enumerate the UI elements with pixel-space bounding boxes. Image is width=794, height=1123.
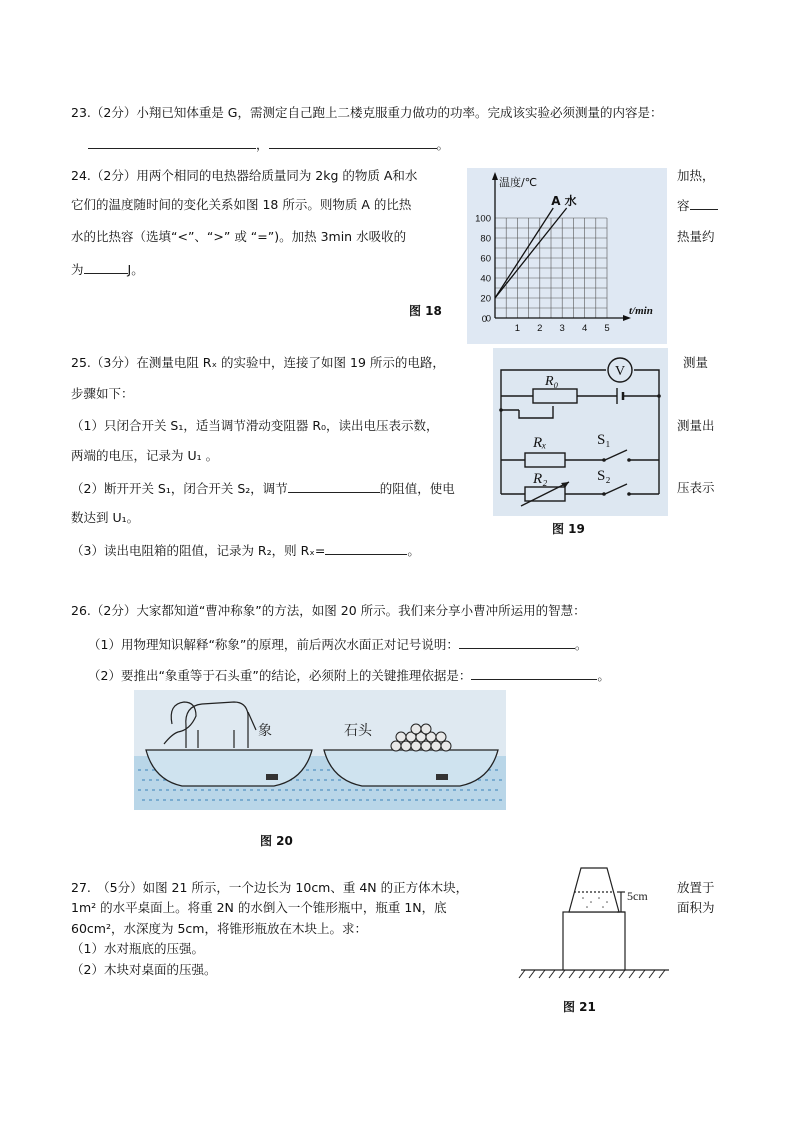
series-label: A (551, 194, 561, 208)
q26-blank-2[interactable] (471, 667, 597, 680)
q24-stem-line-1: 24.（2分）用两个相同的电热器给质量同为 2kg 的物质 A和水 (71, 168, 418, 183)
s1-pivot (602, 458, 606, 462)
r2-label: R₂ (533, 471, 548, 487)
q27-stem-line-2: 1m² 的水平桌面上。将重 2N 的水倒入一个锥形瓶中，瓶重 1N，底 (71, 900, 447, 915)
voltmeter-label: V (614, 364, 626, 379)
boat-right (324, 750, 498, 786)
q25-step-2: （2）断开开关 S₁，闭合开关 S₂，调节 的阻值，使电 (71, 481, 455, 496)
x-tick-label: 1 (514, 323, 521, 334)
s1-label: S₁ (597, 432, 611, 448)
q24-blank-compare[interactable] (690, 197, 718, 210)
q23-blank-1[interactable] (88, 136, 256, 149)
origin-label: 0 (481, 314, 487, 325)
q24-stem-line-3-tail: 热量约 (677, 229, 715, 244)
q25-step-1-cont: 两端的电压，记录为 U₁ 。 (71, 448, 219, 463)
q23-stem: 23.（2分）小翔已知体重是 G，需测定自己跑上二楼克服重力做功的功率。完成该实验必须测量的内容是： (71, 105, 663, 120)
y-tick-label: 0 (485, 313, 491, 325)
q25-blank-rx[interactable] (325, 542, 407, 555)
table-hatching (519, 970, 665, 978)
q25-step-1-tail: 测量出 (677, 418, 715, 433)
x-tick-label: 4 (581, 323, 588, 334)
q23-period: 。 (436, 137, 450, 152)
s2-pivot (602, 492, 606, 496)
q23-blank-2[interactable] (269, 136, 437, 149)
q27-stem-line-1: 27. （5分）如图 21 所示，一个边长为 10cm、重 4N 的正方体木块， (71, 880, 469, 895)
y-tick-label: 100 (475, 213, 491, 225)
s1-contact (627, 458, 631, 462)
q25-step-2-tail: 压表示 (677, 480, 715, 495)
q27-stem-line-2-tail: 面积为 (677, 900, 715, 915)
y-tick-label: 40 (480, 273, 491, 285)
q26-blank-1[interactable] (459, 636, 575, 649)
q24-stem-line-2-tail: 容 (677, 197, 718, 214)
series-label: 水 (564, 194, 577, 208)
q25-step-2-cont: 数达到 U₁。 (71, 510, 140, 525)
q25-blank-adjust[interactable] (288, 480, 380, 493)
q24-stem-line-3: 水的比热容（选填“<”、“>” 或 “=”)。加热 3min 水吸收的 (71, 229, 407, 244)
water-mark-left (266, 774, 278, 780)
figure-19-circuit-diagram (493, 348, 668, 516)
q24-stem-line-2: 它们的温度随时间的变化关系如图 18 所示。则物质 A 的比热 (71, 197, 412, 212)
x-tick-label: 3 (559, 323, 565, 334)
junction-left (499, 408, 503, 412)
stone-label: 石头 (344, 723, 372, 739)
s2-label: S₂ (597, 468, 611, 484)
q24-stem-line-4: 为 J。 (71, 262, 144, 277)
figure-18-temperature-chart (467, 168, 667, 344)
boat-left (146, 750, 312, 786)
figure-21-block-and-flask (515, 862, 675, 982)
y-tick-label: 60 (480, 253, 491, 265)
q26-stem: 26.（2分）大家都知道“曹冲称象”的方法，如图 20 所示。我们来分享小曹冲所运用的智慧： (71, 603, 586, 618)
wood-block (563, 912, 625, 970)
x-tick-label: 5 (604, 323, 610, 334)
q25-step-3: （3）读出电阻箱的阻值，记录为 R₂，则 Rₓ= 。 (71, 543, 420, 558)
q25-stem-line-2: 步骤如下： (71, 386, 134, 401)
q23-answer-line (88, 136, 449, 153)
x-tick-label: 2 (537, 323, 543, 334)
q27-stem-line-3: 60cm²，水深度为 5cm，将锥形瓶放在木块上。求： (71, 921, 367, 936)
rx-label: Rₓ (533, 435, 547, 451)
q27-stem-line-1-tail: 放置于 (677, 880, 715, 895)
depth-label: 5cm (627, 889, 648, 903)
figure-18-caption: 图 18 (409, 304, 442, 318)
q25-stem-line-1-tail: 测量 (683, 355, 709, 370)
y-tick-label: 20 (480, 293, 491, 305)
figure-21-caption: 图 21 (563, 1000, 596, 1014)
figure-20-weighing-elephant (134, 690, 506, 810)
q26-part-1: （1）用物理知识解释“称象”的原理，前后两次水面正对记号说明： 。 (88, 637, 588, 652)
conical-flask (569, 868, 619, 912)
elephant-label: 象 (258, 723, 272, 739)
q26-part-2: （2）要推出“象重等于石头重”的结论，必须附上的关键推理依据是： 。 (88, 668, 610, 683)
q25-stem-line-1: 25.（3分）在测量电阻 Rₓ 的实验中，连接了如图 19 所示的电路， (71, 355, 445, 370)
q27-part-1: （1）水对瓶底的压强。 (71, 941, 204, 956)
water-mark-right (436, 774, 448, 780)
figure-20-caption: 图 20 (260, 834, 293, 848)
q24-stem-line-1-tail: 加热， (677, 168, 715, 183)
q25-step-1: （1）只闭合开关 S₁，适当调节滑动变阻器 R₀，读出电压表示数， (71, 418, 439, 433)
s2-contact (627, 492, 631, 496)
junction-right (657, 394, 661, 398)
r0-label: R₀ (545, 374, 559, 389)
circuit-background (493, 348, 668, 516)
figure-19-caption: 图 19 (552, 522, 585, 536)
y-tick-label: 80 (480, 233, 491, 245)
x-axis-title: t/min (629, 305, 653, 317)
q27-part-2: （2）木块对桌面的压强。 (71, 962, 217, 977)
q24-blank-heat[interactable] (84, 261, 128, 274)
y-axis-title: 温度/℃ (499, 176, 538, 189)
q23-separator: ， (256, 137, 269, 152)
